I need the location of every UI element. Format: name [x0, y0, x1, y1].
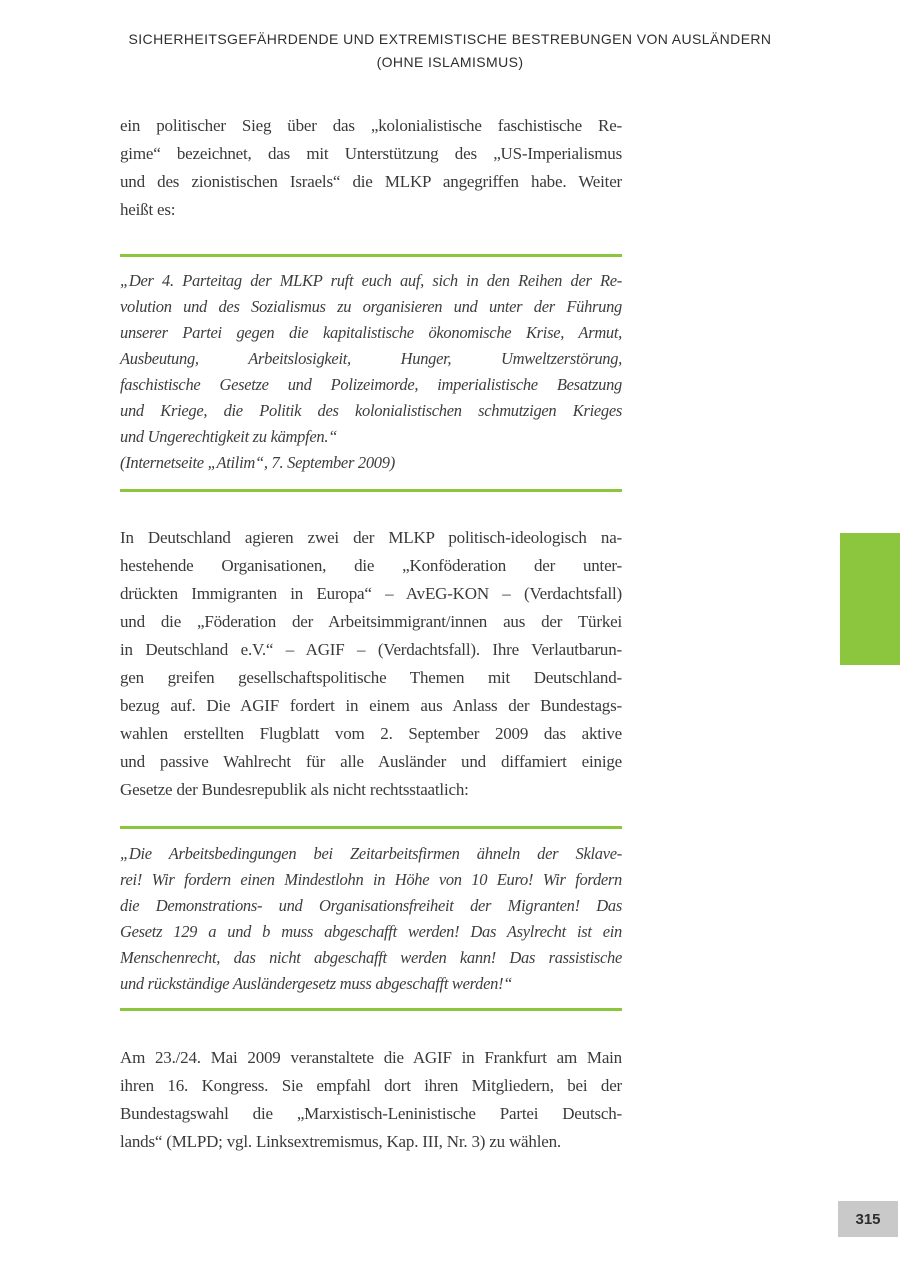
text-line: lands“ (MLPD; vgl. Linksextremismus, Kap. III, Nr. 3) zu wählen.	[120, 1132, 561, 1151]
text-line: Bundestagswahl die „Marxistisch-Leninistische Partei Deutsch-	[120, 1104, 622, 1123]
quote-rule-bottom-1	[120, 489, 622, 492]
text-line: drückten Immigranten in Europa“ – AvEG-KON – (Verdachtsfall)	[120, 584, 622, 603]
quote-line: „Der 4. Parteitag der MLKP ruft euch auf, sich in den Reihen der Re-	[120, 271, 622, 290]
text-line: heißt es:	[120, 200, 176, 219]
quote-line: und Kriege, die Politik des kolonialistischen schmutzigen Krieges	[120, 401, 622, 420]
text-line: bezug auf. Die AGIF fordert in einem aus Anlass der Bundestags-	[120, 696, 622, 715]
quote-line: „Die Arbeitsbedingungen bei Zeitarbeitsfirmen ähneln der Sklave-	[120, 844, 622, 863]
quote-source: (Internetseite „Atilim“, 7. September 2009)	[120, 453, 395, 472]
text-line: In Deutschland agieren zwei der MLKP politisch-ideologisch na-	[120, 528, 622, 547]
quote-line: faschistische Gesetze und Polizeimorde, imperialistische Besatzung	[120, 375, 622, 394]
text-line: Am 23./24. Mai 2009 veranstaltete die AGIF in Frankfurt am Main	[120, 1048, 622, 1067]
quote-line: die Demonstrations- und Organisationsfreiheit der Migranten! Das	[120, 896, 622, 915]
text-line: in Deutschland e.V.“ – AGIF – (Verdachtsfall). Ihre Verlautbarun-	[120, 640, 622, 659]
quote-line: und rückständige Ausländergesetz muss abgeschafft werden!“	[120, 974, 513, 993]
body-paragraph-3	[120, 1044, 622, 1156]
quote-line: volution und des Sozialismus zu organisieren und unter der Führung	[120, 297, 622, 316]
text-line: und passive Wahlrecht für alle Ausländer und diffamiert einige	[120, 752, 622, 771]
quote-line: Menschenrecht, das nicht abgeschafft werden kann! Das rassistische	[120, 948, 622, 967]
text-line: und des zionistischen Israels“ die MLKP angegriffen habe. Weiter	[120, 172, 622, 191]
text-line: gen greifen gesellschaftspolitische Themen mit Deutschland-	[120, 668, 622, 687]
text-line: Gesetze der Bundesrepublik als nicht rechtsstaatlich:	[120, 780, 469, 799]
quote-line: unserer Partei gegen die kapitalistische ökonomische Krise, Armut,	[120, 323, 622, 342]
quote-line: Gesetz 129 a und b muss abgeschafft werden! Das Asylrecht ist ein	[120, 922, 622, 941]
page-number: 315	[855, 1210, 881, 1228]
text-line: hestehende Organisationen, die „Konföderation der unter-	[120, 556, 622, 575]
quote-block-1	[120, 268, 622, 476]
quote-line: rei! Wir fordern einen Mindestlohn in Höhe von 10 Euro! Wir fordern	[120, 870, 622, 889]
quote-rule-top-2	[120, 826, 622, 829]
quote-line: Ausbeutung, Arbeitslosigkeit, Hunger, Umweltzerstörung,	[120, 349, 622, 368]
text-line: wahlen erstellten Flugblatt vom 2. September 2009 das aktive	[120, 724, 622, 743]
chapter-side-tab	[840, 533, 900, 665]
page-header-line2: (OHNE ISLAMISMUS)	[376, 54, 524, 70]
quote-rule-bottom-2	[120, 1008, 622, 1011]
quote-line: und Ungerechtigkeit zu kämpfen.“	[120, 427, 338, 446]
page-header	[0, 28, 900, 74]
body-paragraph-1	[120, 112, 622, 224]
quote-rule-top-1	[120, 254, 622, 257]
text-line: ein politischer Sieg über das „kolonialistische faschistische Re-	[120, 116, 622, 135]
page-header-line1: SICHERHEITSGEFÄHRDENDE UND EXTREMISTISCHE BESTREBUNGEN VON AUSLÄNDERN	[128, 31, 772, 47]
text-line: ihren 16. Kongress. Sie empfahl dort ihren Mitgliedern, bei der	[120, 1076, 622, 1095]
page-number-badge	[838, 1201, 898, 1237]
text-line: und die „Föderation der Arbeitsimmigrant/innen aus der Türkei	[120, 612, 622, 631]
body-paragraph-2	[120, 524, 622, 804]
quote-block-2	[120, 841, 622, 997]
text-line: gime“ bezeichnet, das mit Unterstützung des „US-Imperialismus	[120, 144, 622, 163]
